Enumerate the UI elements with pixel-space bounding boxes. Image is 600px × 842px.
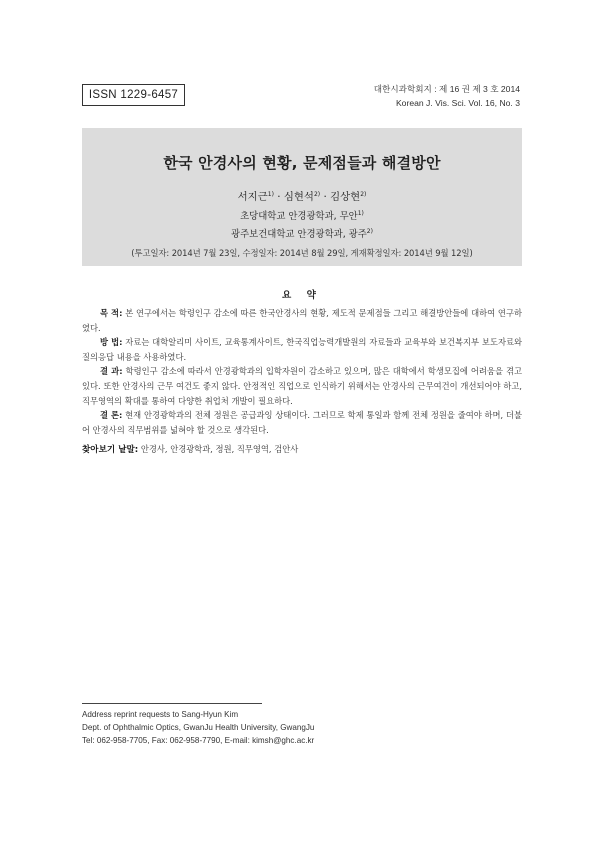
affiliation-1 — [82, 208, 522, 222]
issn-box: ISSN 1229-6457 — [82, 84, 185, 106]
abstract-heading: 요 약 — [282, 290, 322, 301]
correspondence-footnote — [82, 709, 314, 747]
section-text: 현재 안경광학과의 전체 정원은 공급과잉 상태이다. 그러므로 학제 통일과 함께 전체 정원을 줄여야 하며, 더불어 안경사의 직무범위를 넓혀야 할 것으로 생각된다. — [82, 410, 522, 435]
abstract-purpose — [82, 306, 522, 335]
section-label: 목 적: — [100, 308, 123, 318]
keywords-label: 찾아보기 낱말: — [82, 445, 139, 455]
author-list — [82, 188, 522, 203]
author-name: 서지근 — [237, 191, 268, 203]
abstract-body — [82, 306, 522, 437]
author-separator: · — [320, 191, 331, 203]
journal-citation-english: Korean J. Vis. Sci. Vol. 16, No. 3 — [395, 98, 520, 108]
footnote-line: Tel: 062-958-7705, Fax: 062-958-7790, E-mail: kimsh@ghc.ac.kr — [82, 735, 315, 745]
section-label: 결 론: — [100, 410, 123, 421]
section-text: 본 연구에서는 학령인구 감소에 따른 한국안경사의 현황, 제도적 문제점들 그리고 해결방안들에 대하여 연구하였다. — [82, 308, 522, 333]
footnote-line: Dept. of Ophthalmic Optics, GwanJu Health University, GwangJu — [82, 722, 315, 732]
paper-title: 한국 안경사의 현황, 문제점들과 해결방안 — [163, 154, 441, 172]
author-name: 김상현 — [330, 191, 361, 203]
affiliation-2 — [82, 226, 522, 240]
affiliation-marker: 2) — [366, 228, 373, 235]
author-affiliation-marker: 1) — [267, 191, 274, 198]
footnote-divider — [82, 703, 262, 704]
abstract-results — [82, 364, 522, 408]
section-text: 학령인구 감소에 따라서 안경광학과의 입학자원이 감소하고 있으며, 많은 대학에서 학생모집에 어려움을 겪고 있다. 또한 안경사의 근무 여건도 좋지 않다. 안정적인 직업으로 인식하기 위해서는 안경사의 근무여건이 개선되어야 하고, 직무영역의 확대를 통하여 다양한 취업처 개발이 필요하다. — [82, 366, 522, 406]
abstract-methods — [82, 335, 522, 364]
affiliation-text: 초당대학교 안경광학과, 무안 — [240, 211, 358, 222]
author-separator: · — [273, 191, 284, 203]
affiliation-text: 광주보건대학교 안경광학과, 광주 — [231, 229, 367, 240]
author-affiliation-marker: 2) — [360, 191, 367, 198]
section-label: 결 과: — [100, 366, 123, 377]
author-affiliation-marker: 2) — [313, 191, 321, 198]
journal-citation-korean: 대한시과학회지 : 제 16 권 제 3 호 2014 — [373, 84, 520, 94]
title-block — [82, 128, 522, 266]
affiliation-marker: 1) — [357, 210, 364, 217]
keywords-text: 안경사, 안경광학과, 정원, 직무영역, 검안사 — [140, 444, 299, 454]
footnote-line: Address reprint requests to Sang-Hyun Kim — [82, 710, 239, 719]
abstract-conclusion — [82, 408, 522, 437]
submission-dates: (투고일자: 2014년 7월 23일, 수정일자: 2014년 8월 29일, 게재확정일자: 2014년 9월 12일) — [131, 248, 473, 258]
section-text: 자료는 대학알리미 사이트, 교육통계사이트, 한국직업능력개발원의 자료들과 교육부와 보건복지부 보도자료와 질의응답 내용을 사용하였다. — [82, 337, 522, 362]
keywords-line — [82, 443, 522, 455]
journal-citation — [374, 82, 520, 110]
author-name: 심현석 — [283, 191, 314, 203]
section-label: 방 법: — [100, 337, 123, 348]
